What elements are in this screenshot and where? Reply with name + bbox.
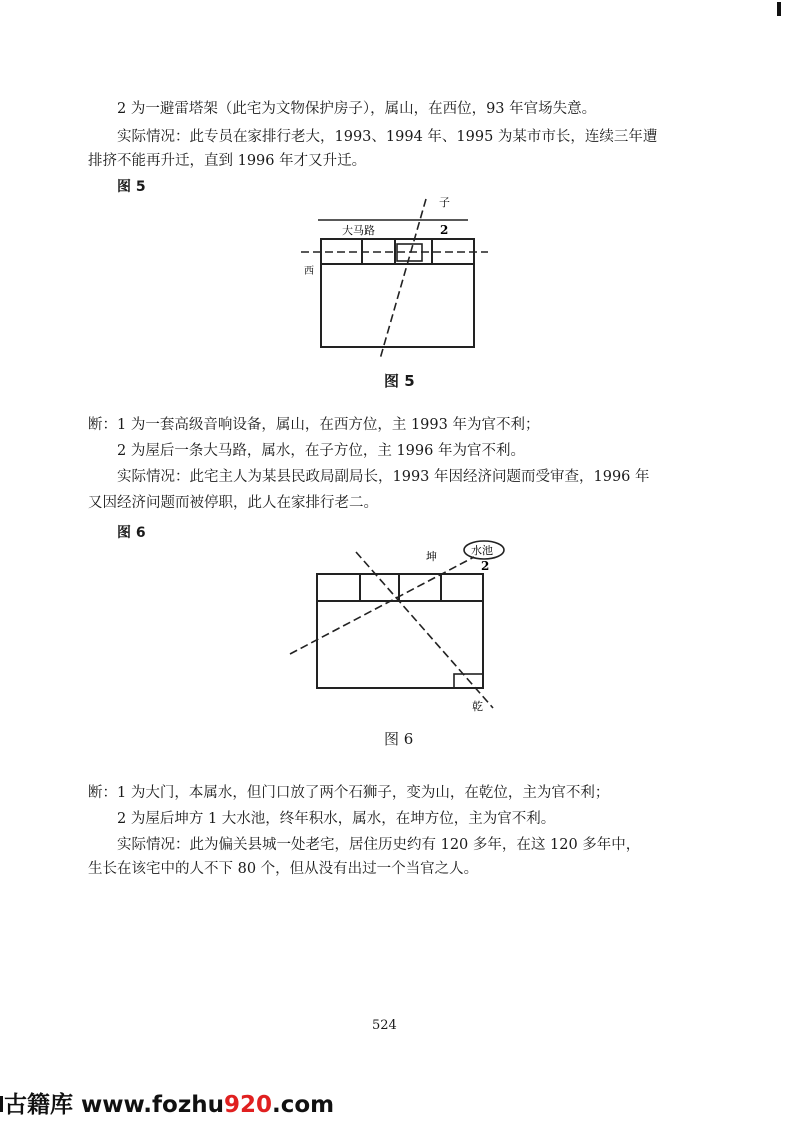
watermark-red: 920 [223,1092,272,1118]
qian-label: 乾 [472,700,483,713]
house-outline [321,264,474,347]
north-south-axis [380,199,426,359]
label-2: 2 [440,223,449,237]
house-outline [317,601,483,688]
text-line: 又因经济问题而被停职，此人在家排行老二。 [88,495,378,511]
road-label: 大马路 [342,224,375,237]
figure5-caption: 图 5 [384,372,415,390]
figure6-heading: 图 6 [117,525,146,541]
figure6-diagram [286,538,506,713]
kun-label: 坤 [426,550,437,563]
text-line: 排挤不能再升迁，直到 1996 年才又升迁。 [88,153,367,169]
site-watermark [4,1086,334,1119]
diagonal-axis-qian [356,552,493,708]
scan-mark [0,1096,3,1112]
text-line: 2 为屋后一条大马路，属水，在子方位，主 1996 年为官不利。 [117,443,525,459]
text-line: 实际情况：此专员在家排行老大，1993、1994 年、1995 为某市市长，连续三年遭 [117,129,658,145]
xi-label: 西 [304,266,314,277]
text-line: 断：1 为一套高级音响设备，属山，在西方位，主 1993 年为官不利； [88,417,540,433]
text-line: 生长在该宅中的人不下 80 个，但从没有出过一个当官之人。 [88,861,479,877]
text-line: 实际情况：此宅主人为某县民政局副局长，1993 年因经济问题而受审查，1996 年 [117,469,650,485]
zi-label: 子 [439,196,450,209]
page-number: 524 [372,1018,397,1033]
figure5-heading: 图 5 [117,179,146,195]
watermark-suffix: .com [271,1092,335,1118]
text-line: 实际情况：此为偏关县城一处老宅，居住历史约有 120 多年，在这 120 多年中， [117,837,641,853]
figure5-diagram [296,194,506,364]
text-line: 2 为一避雷塔架（此宅为文物保护房子），属山，在西位，93 年官场失意。 [117,101,597,117]
pool-label: 水池 [471,544,493,557]
figure6-caption: 图 6 [384,730,414,748]
text-line: 2 为屋后坤方 1 大水池，终年积水，属水，在坤方位，主为官不利。 [117,811,556,827]
watermark-prefix: 古籍库 www.fozhu [4,1092,224,1118]
text-line: 断：1 为大门，本属水，但门口放了两个石狮子，变为山，在乾位，主为官不利； [88,785,610,801]
label-2: 2 [481,559,490,573]
scan-mark [777,2,781,16]
